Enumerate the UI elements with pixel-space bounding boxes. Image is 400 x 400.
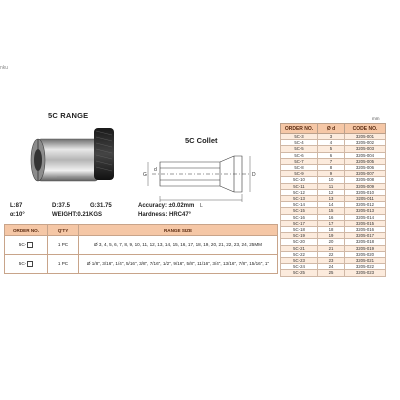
code-cell-diameter: 21: [318, 245, 345, 251]
code-cell-order: 5C-3: [281, 134, 318, 140]
range-qty-cell: 1 PC: [48, 255, 79, 274]
code-cell-diameter: 10: [318, 177, 345, 183]
code-cell-order: 5C-23: [281, 258, 318, 264]
spec-accuracy: Accuracy: ±0.02mm: [138, 203, 195, 209]
code-cell-order: 5C-16: [281, 214, 318, 220]
code-cell-code: 3205-014: [345, 214, 386, 220]
code-cell-code: 3205-015: [345, 220, 386, 226]
code-cell-diameter: 8: [318, 165, 345, 171]
code-cell-code: 3205-022: [345, 264, 386, 270]
code-cell-code: 3205-004: [345, 152, 386, 158]
table-row: [5, 255, 278, 274]
code-cell-order: 5C-17: [281, 220, 318, 226]
table-row: [281, 239, 386, 245]
code-cell-diameter: 24: [318, 264, 345, 270]
code-cell-diameter: 3: [318, 134, 345, 140]
code-cell-diameter: 15: [318, 208, 345, 214]
table-row: [281, 233, 386, 239]
range-order-cell: [5, 255, 48, 274]
range-title: 5C RANGE: [48, 111, 89, 120]
code-cell-code: 3205-009: [345, 183, 386, 189]
checkbox-icon: [27, 261, 33, 267]
table-row: [281, 177, 386, 183]
code-cell-diameter: 12: [318, 189, 345, 195]
dim-label-d-outer: D: [252, 172, 256, 178]
code-cell-diameter: 23: [318, 258, 345, 264]
spec-weight: WEIGHT:0.21KGS: [52, 212, 103, 218]
code-cell-diameter: 6: [318, 152, 345, 158]
code-cell-order: 5C-20: [281, 239, 318, 245]
table-row: [281, 214, 386, 220]
collet-technical-drawing: [138, 148, 258, 208]
edge-text: nku: [0, 65, 9, 71]
checkbox-icon: [27, 242, 33, 248]
table-row: [281, 208, 386, 214]
code-cell-diameter: 25: [318, 270, 345, 276]
table-row: [5, 236, 278, 255]
code-cell-order: 5C-10: [281, 177, 318, 183]
table-row: [281, 245, 386, 251]
code-cell-code: 3205-006: [345, 165, 386, 171]
code-header-code: CODE NO.: [345, 124, 386, 134]
code-cell-code: 3205-005: [345, 158, 386, 164]
code-cell-order: 5C-13: [281, 196, 318, 202]
code-cell-diameter: 20: [318, 239, 345, 245]
dim-label-l: L: [200, 203, 203, 208]
range-qty-cell: 1 PC: [48, 236, 79, 255]
code-cell-order: 5C-22: [281, 251, 318, 257]
spec-angle: α:10°: [10, 212, 25, 218]
code-cell-order: 5C-11: [281, 183, 318, 189]
code-cell-order: 5C-18: [281, 227, 318, 233]
code-cell-order: 5C-6: [281, 152, 318, 158]
collet-drawing-title: 5C Collet: [185, 136, 218, 145]
dim-label-d-inner: d: [154, 167, 157, 173]
range-header-order: ORDER NO.: [5, 225, 48, 236]
code-cell-code: 3205-021: [345, 258, 386, 264]
code-cell-code: 3205-011: [345, 196, 386, 202]
code-cell-diameter: 19: [318, 233, 345, 239]
code-cell-diameter: 5: [318, 146, 345, 152]
range-size-cell: Ø 1/8", 3/16", 1/4", 5/16", 3/8", 7/16", 1/2", 9/16", 5/8", 11/16", 3/4", 13/16", 7/8", 15/16", 1": [79, 255, 278, 274]
code-cell-order: 5C-19: [281, 233, 318, 239]
code-cell-diameter: 14: [318, 202, 345, 208]
unit-label: mm: [372, 116, 380, 121]
code-table-body: [281, 134, 386, 277]
spec-block: [10, 202, 270, 222]
code-cell-diameter: 18: [318, 227, 345, 233]
code-header-order: ORDER NO.: [281, 124, 318, 134]
spec-g: G:31.75: [90, 203, 112, 209]
code-cell-code: 3205-007: [345, 171, 386, 177]
table-row: [281, 202, 386, 208]
code-cell-order: 5C-9: [281, 171, 318, 177]
code-cell-code: 3205-001: [345, 134, 386, 140]
code-header-diameter: Ø d: [318, 124, 345, 134]
table-row: [281, 189, 386, 195]
code-cell-code: 3205-013: [345, 208, 386, 214]
range-order-text: 5C-: [18, 261, 27, 267]
code-cell-code: 3205-002: [345, 140, 386, 146]
table-row: [281, 220, 386, 226]
code-cell-order: 5C-15: [281, 208, 318, 214]
table-row: [281, 183, 386, 189]
code-cell-order: 5C-25: [281, 270, 318, 276]
range-header-size: RANGE SIZE: [79, 225, 278, 236]
code-cell-code: 3205-008: [345, 177, 386, 183]
table-row: [281, 258, 386, 264]
code-cell-diameter: 9: [318, 171, 345, 177]
code-cell-code: 3205-018: [345, 239, 386, 245]
code-cell-diameter: 22: [318, 251, 345, 257]
spec-l: L:87: [10, 203, 23, 209]
dim-label-g: G: [143, 172, 147, 178]
spec-hardness: Hardness: HRC47°: [138, 212, 192, 218]
code-cell-code: 3205-023: [345, 270, 386, 276]
code-cell-code: 3205-017: [345, 233, 386, 239]
spec-d: D:37.5: [52, 203, 71, 209]
code-cell-order: 5C-14: [281, 202, 318, 208]
code-cell-order: 5C-12: [281, 189, 318, 195]
code-cell-diameter: 16: [318, 214, 345, 220]
code-cell-diameter: 17: [318, 220, 345, 226]
table-row: [281, 270, 386, 276]
table-row: [281, 264, 386, 270]
code-cell-order: 5C-7: [281, 158, 318, 164]
table-row: [281, 251, 386, 257]
range-table: [4, 224, 278, 274]
code-cell-diameter: 13: [318, 196, 345, 202]
range-order-text: 5C-: [18, 242, 27, 248]
code-cell-code: 3205-016: [345, 227, 386, 233]
range-header-qty: Q'TY: [48, 225, 79, 236]
code-table: [280, 123, 386, 277]
code-cell-code: 3205-019: [345, 245, 386, 251]
code-cell-diameter: 4: [318, 140, 345, 146]
table-row: [281, 227, 386, 233]
table-row: [281, 196, 386, 202]
code-cell-diameter: 7: [318, 158, 345, 164]
code-cell-code: 3205-010: [345, 189, 386, 195]
code-cell-order: 5C-21: [281, 245, 318, 251]
code-cell-order: 5C-4: [281, 140, 318, 146]
code-cell-code: 3205-012: [345, 202, 386, 208]
code-cell-order: 5C-8: [281, 165, 318, 171]
range-size-cell: Ø 3, 4, 5, 6, 7, 8, 9, 10, 11, 12, 13, 14, 15, 16, 17, 18, 19, 20, 21, 22, 23, 24, 25MM: [79, 236, 278, 255]
code-cell-code: 3205-003: [345, 146, 386, 152]
code-cell-code: 3205-020: [345, 251, 386, 257]
collet-photo: [22, 123, 122, 193]
code-cell-order: 5C-24: [281, 264, 318, 270]
code-cell-order: 5C-5: [281, 146, 318, 152]
code-cell-diameter: 11: [318, 183, 345, 189]
range-order-cell: [5, 236, 48, 255]
